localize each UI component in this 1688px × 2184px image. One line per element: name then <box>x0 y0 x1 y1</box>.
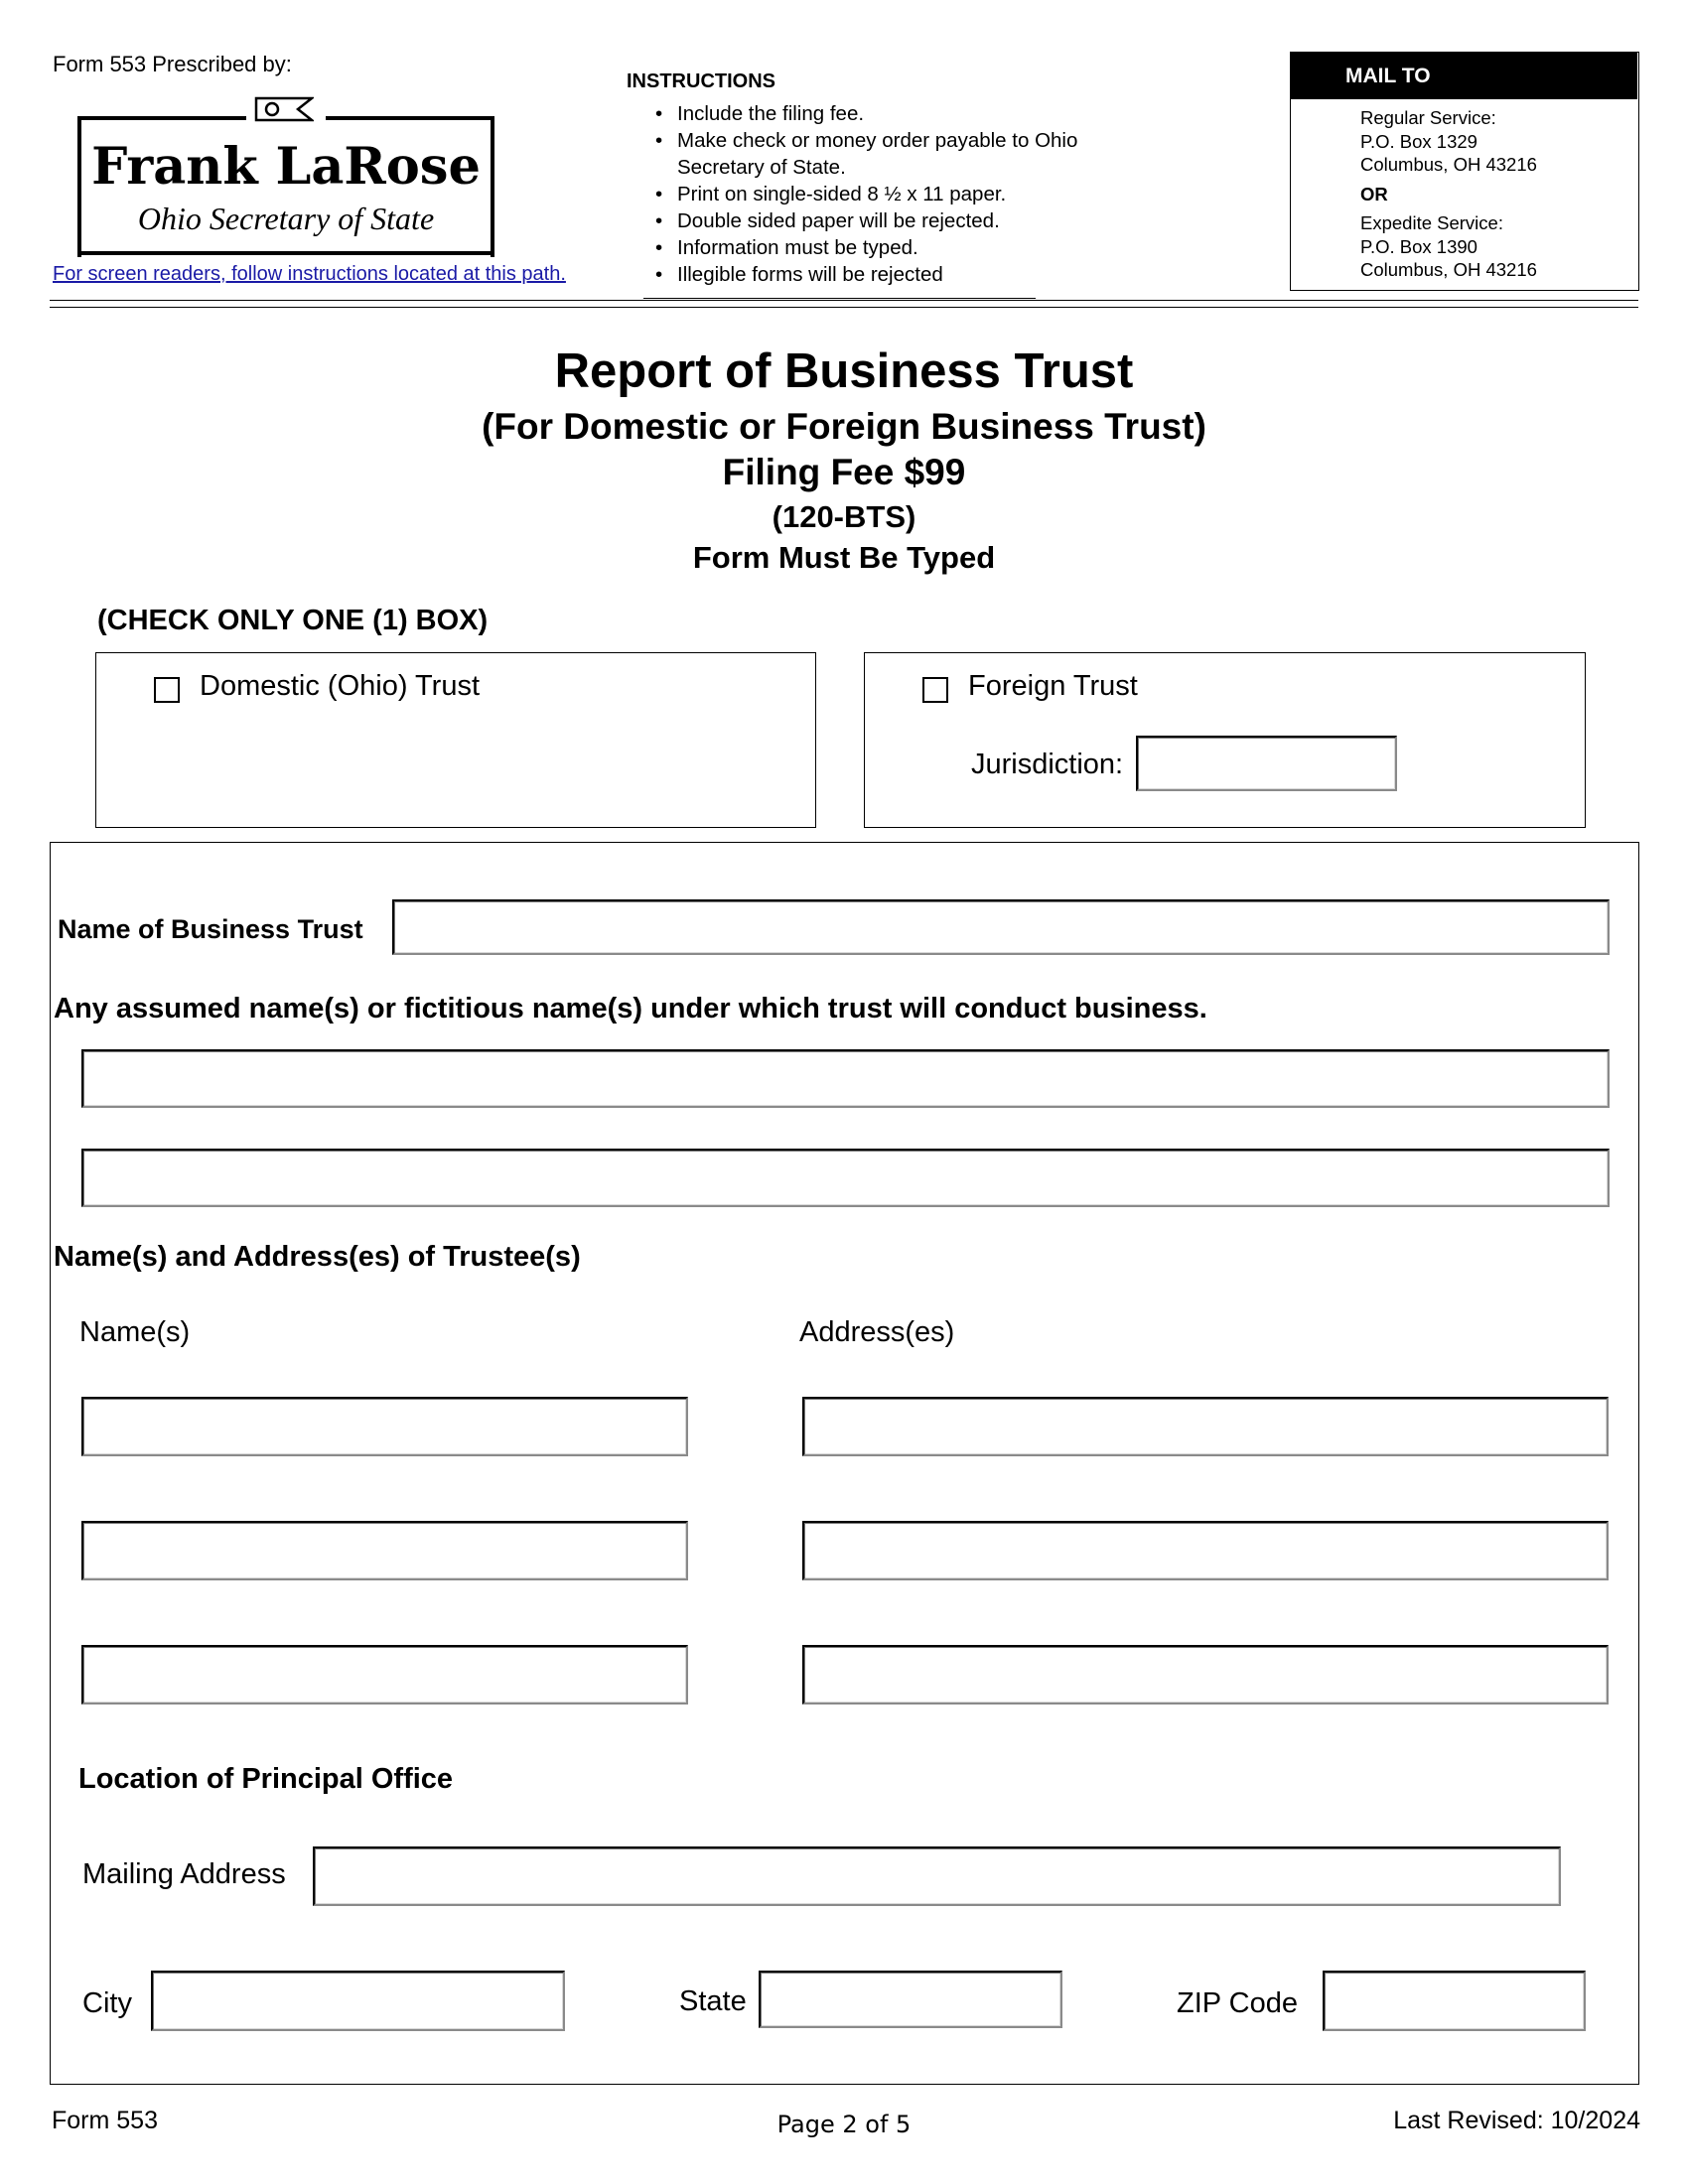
domestic-trust-panel <box>95 652 816 828</box>
header-divider <box>50 307 1638 308</box>
instruction-item: • Double sided paper will be rejected. <box>649 207 1086 234</box>
footer-page-number: Page 2 of 5 <box>776 2111 912 2138</box>
mailing-address-input[interactable] <box>313 1846 1561 1906</box>
instruction-item: • Print on single-sided 8 ½ x 11 paper. <box>649 181 1086 207</box>
jurisdiction-input[interactable] <box>1136 736 1397 791</box>
mail-to-header: MAIL TO <box>1291 53 1637 99</box>
form-must-be-typed: Form Must Be Typed <box>692 540 996 575</box>
state-input[interactable] <box>759 1971 1062 2028</box>
instructions-title: INSTRUCTIONS <box>627 70 775 92</box>
assumed-name-input-2[interactable] <box>81 1149 1610 1207</box>
trustee-name-input-2[interactable] <box>81 1521 688 1580</box>
trustee-name-input-3[interactable] <box>81 1645 688 1705</box>
trustee-address-input-3[interactable] <box>802 1645 1609 1705</box>
form-code: (120-BTS) <box>772 499 916 534</box>
assumed-name-input-1[interactable] <box>81 1049 1610 1108</box>
header-divider <box>50 300 1638 301</box>
mail-to-box <box>1290 52 1639 291</box>
trustee-address-input-1[interactable] <box>802 1397 1609 1456</box>
logo-title: Ohio Secretary of State <box>137 201 435 236</box>
names-column-label: Name(s) <box>79 1316 191 1348</box>
logo-rule-bottom <box>77 251 494 255</box>
filing-fee: Filing Fee $99 <box>722 452 966 492</box>
city-label: City <box>82 1987 132 2019</box>
addresses-column-label: Address(es) <box>799 1316 955 1348</box>
trustee-address-input-2[interactable] <box>802 1521 1609 1580</box>
regular-po-box: P.O. Box 1329 <box>1360 130 1477 152</box>
prescribed-by: Form 553 Prescribed by: <box>53 52 292 76</box>
foreign-trust-panel <box>864 652 1586 828</box>
logo-rule-top <box>326 116 494 120</box>
mailing-address-label: Mailing Address <box>82 1858 286 1890</box>
instruction-item: • Include the filing fee. <box>649 100 1086 127</box>
secretary-logo <box>77 96 494 255</box>
trust-name-input[interactable] <box>392 899 1610 955</box>
assumed-names-label: Any assumed name(s) or fictitious name(s) under which trust will conduct business. <box>54 993 1207 1024</box>
foreign-trust-label: Foreign Trust <box>968 670 1138 702</box>
trustees-label: Name(s) and Address(es) of Trustee(s) <box>54 1241 581 1273</box>
form-subtitle: (For Domestic or Foreign Business Trust) <box>482 406 1206 447</box>
footer-last-revised: Last Revised: 10/2024 <box>1393 2107 1640 2134</box>
domestic-trust-label: Domestic (Ohio) Trust <box>200 670 480 702</box>
state-label: State <box>679 1985 747 2017</box>
screen-reader-link[interactable]: For screen readers, follow instructions located at this path. <box>53 263 566 285</box>
logo-name: Frank LaRose <box>91 137 481 197</box>
trust-name-label: Name of Business Trust <box>58 914 363 944</box>
instructions-list <box>649 100 1086 288</box>
or-label: OR <box>1360 183 1388 205</box>
zip-code-input[interactable] <box>1323 1971 1586 2031</box>
instruction-item: • Information must be typed. <box>649 234 1086 261</box>
foreign-trust-checkbox[interactable] <box>922 677 948 703</box>
regular-city: Columbus, OH 43216 <box>1360 154 1537 175</box>
expedite-po-box: P.O. Box 1390 <box>1360 235 1477 257</box>
instruction-item: • Make check or money order payable to Ohio Secretary of State. <box>649 127 1086 181</box>
principal-office-label: Location of Principal Office <box>78 1763 454 1795</box>
zip-code-label: ZIP Code <box>1177 1987 1298 2019</box>
jurisdiction-label: Jurisdiction: <box>971 749 1124 780</box>
city-input[interactable] <box>151 1971 565 2031</box>
instructions-underline <box>643 298 1036 299</box>
check-one-instruction: (CHECK ONLY ONE (1) BOX) <box>97 605 489 636</box>
trustee-name-input-1[interactable] <box>81 1397 688 1456</box>
domestic-trust-checkbox[interactable] <box>154 677 180 703</box>
expedite-service-label: Expedite Service: <box>1360 212 1503 233</box>
footer-form-number: Form 553 <box>52 2107 158 2134</box>
expedite-city: Columbus, OH 43216 <box>1360 259 1537 280</box>
regular-service-label: Regular Service: <box>1360 107 1496 128</box>
instruction-item: • Illegible forms will be rejected <box>649 261 1086 288</box>
form-title: Report of Business Trust <box>554 344 1134 398</box>
logo-rule-top <box>77 116 246 120</box>
